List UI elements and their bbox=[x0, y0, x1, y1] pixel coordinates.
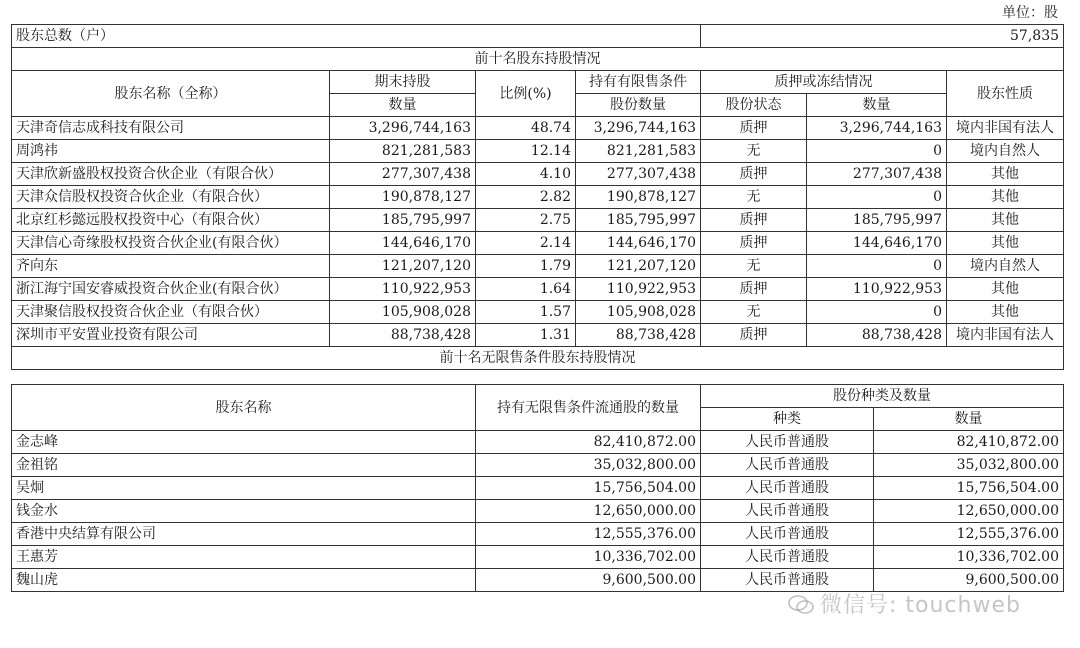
share-qty: 9,600,500.00 bbox=[874, 569, 1064, 592]
share-ratio: 1.57 bbox=[476, 301, 576, 324]
shares-held: 821,281,583 bbox=[330, 140, 476, 163]
share-type: 人民币普通股 bbox=[701, 569, 874, 592]
share-qty: 82,410,872.00 bbox=[874, 431, 1064, 454]
header-qty-line2: 数量 bbox=[330, 94, 476, 117]
shareholder-name: 齐向东 bbox=[12, 255, 330, 278]
table-row bbox=[12, 324, 1064, 347]
pledge-status: 质押 bbox=[701, 324, 807, 347]
table-row bbox=[12, 454, 1064, 477]
pledge-status: 无 bbox=[701, 186, 807, 209]
header-name: 股东名称（全称） bbox=[12, 71, 330, 117]
header-pledge-qty: 数量 bbox=[807, 94, 947, 117]
pledge-quantity: 277,307,438 bbox=[807, 163, 947, 186]
header-pledge: 质押或冻结情况 bbox=[701, 71, 947, 94]
table-row bbox=[12, 209, 1064, 232]
pledge-status: 质押 bbox=[701, 117, 807, 140]
table-row bbox=[12, 163, 1064, 186]
unrestricted-qty: 15,756,504.00 bbox=[476, 477, 701, 500]
unrestricted-qty: 12,650,000.00 bbox=[476, 500, 701, 523]
pledge-status: 质押 bbox=[701, 278, 807, 301]
restricted-shares: 3,296,744,163 bbox=[576, 117, 701, 140]
pledge-status: 质押 bbox=[701, 209, 807, 232]
shares-held: 3,296,744,163 bbox=[330, 117, 476, 140]
pledge-quantity: 3,296,744,163 bbox=[807, 117, 947, 140]
share-type: 人民币普通股 bbox=[701, 523, 874, 546]
u-header-qty: 持有无限售条件流通股的数量 bbox=[476, 385, 701, 431]
unrestricted-qty: 9,600,500.00 bbox=[476, 569, 701, 592]
table-row bbox=[12, 117, 1064, 140]
pledge-quantity: 110,922,953 bbox=[807, 278, 947, 301]
unrestricted-qty: 82,410,872.00 bbox=[476, 431, 701, 454]
shareholder-name: 浙江海宁国安睿威投资合伙企业(有限合伙） bbox=[12, 278, 330, 301]
shareholder-name: 天津聚信股权投资合伙企业（有限合伙） bbox=[12, 301, 330, 324]
pledge-status: 质押 bbox=[701, 163, 807, 186]
unrestricted-qty: 12,555,376.00 bbox=[476, 523, 701, 546]
shareholder-nature: 其他 bbox=[947, 209, 1064, 232]
restricted-shares: 821,281,583 bbox=[576, 140, 701, 163]
share-qty: 12,555,376.00 bbox=[874, 523, 1064, 546]
pledge-status: 无 bbox=[701, 301, 807, 324]
pledge-status: 无 bbox=[701, 140, 807, 163]
restricted-shares: 144,646,170 bbox=[576, 232, 701, 255]
table-row bbox=[12, 186, 1064, 209]
table-row bbox=[12, 431, 1064, 454]
pledge-status: 无 bbox=[701, 255, 807, 278]
shares-held: 185,795,997 bbox=[330, 209, 476, 232]
shares-held: 277,307,438 bbox=[330, 163, 476, 186]
pledge-quantity: 185,795,997 bbox=[807, 209, 947, 232]
total-label: 股东总数（户） bbox=[12, 25, 701, 48]
share-ratio: 1.31 bbox=[476, 324, 576, 347]
shareholder-name: 金祖铭 bbox=[12, 454, 476, 477]
shares-held: 121,207,120 bbox=[330, 255, 476, 278]
shares-held: 144,646,170 bbox=[330, 232, 476, 255]
shareholder-name: 北京红杉懿远股权投资中心（有限合伙） bbox=[12, 209, 330, 232]
share-qty: 15,756,504.00 bbox=[874, 477, 1064, 500]
u-header-qty2: 数量 bbox=[874, 408, 1064, 431]
shares-held: 190,878,127 bbox=[330, 186, 476, 209]
total-value: 57,835 bbox=[701, 25, 1064, 48]
share-ratio: 2.75 bbox=[476, 209, 576, 232]
share-ratio: 2.82 bbox=[476, 186, 576, 209]
unrestricted-qty: 35,032,800.00 bbox=[476, 454, 701, 477]
restricted-shares: 190,878,127 bbox=[576, 186, 701, 209]
share-ratio: 1.64 bbox=[476, 278, 576, 301]
share-qty: 10,336,702.00 bbox=[874, 546, 1064, 569]
header-ratio: 比例(%) bbox=[476, 71, 576, 117]
u-header-type-group: 股份种类及数量 bbox=[701, 385, 1064, 408]
shareholder-nature: 其他 bbox=[947, 232, 1064, 255]
pledge-quantity: 0 bbox=[807, 301, 947, 324]
restricted-shares: 110,922,953 bbox=[576, 278, 701, 301]
shareholder-name: 天津众信股权投资合伙企业（有限合伙） bbox=[12, 186, 330, 209]
pledge-status: 质押 bbox=[701, 232, 807, 255]
header-qty-line1: 期末持股 bbox=[330, 71, 476, 94]
restricted-shares: 185,795,997 bbox=[576, 209, 701, 232]
shareholder-nature: 境内非国有法人 bbox=[947, 117, 1064, 140]
shareholder-nature: 境内自然人 bbox=[947, 255, 1064, 278]
share-ratio: 12.14 bbox=[476, 140, 576, 163]
wechat-icon bbox=[788, 595, 814, 615]
table-row bbox=[12, 523, 1064, 546]
top10-title: 前十名股东持股情况 bbox=[12, 48, 1064, 71]
table-row bbox=[12, 500, 1064, 523]
shareholder-name: 周鸿祎 bbox=[12, 140, 330, 163]
share-type: 人民币普通股 bbox=[701, 431, 874, 454]
unrestricted-title: 前十名无限售条件股东持股情况 bbox=[12, 347, 1064, 370]
table-row bbox=[12, 255, 1064, 278]
share-ratio: 2.14 bbox=[476, 232, 576, 255]
share-type: 人民币普通股 bbox=[701, 546, 874, 569]
restricted-shares: 277,307,438 bbox=[576, 163, 701, 186]
pledge-quantity: 88,738,428 bbox=[807, 324, 947, 347]
shareholder-name: 魏山虎 bbox=[12, 569, 476, 592]
shareholder-name: 天津欣新盛股权投资合伙企业（有限合伙） bbox=[12, 163, 330, 186]
share-ratio: 1.79 bbox=[476, 255, 576, 278]
shareholder-name: 王惠芳 bbox=[12, 546, 476, 569]
table-row bbox=[12, 301, 1064, 324]
u-header-type: 种类 bbox=[701, 408, 874, 431]
shareholder-nature: 其他 bbox=[947, 301, 1064, 324]
table-row bbox=[12, 546, 1064, 569]
shareholder-nature: 境内非国有法人 bbox=[947, 324, 1064, 347]
unrestricted-qty: 10,336,702.00 bbox=[476, 546, 701, 569]
restricted-shares: 105,908,028 bbox=[576, 301, 701, 324]
unit-label: 单位：股 bbox=[1002, 5, 1058, 21]
header-restricted-line2: 股份数量 bbox=[576, 94, 701, 117]
share-type: 人民币普通股 bbox=[701, 477, 874, 500]
unrestricted-shareholders-table bbox=[11, 384, 1064, 592]
watermark-text: 微信号: touchweb bbox=[820, 593, 1021, 618]
shareholder-nature: 其他 bbox=[947, 163, 1064, 186]
shareholder-name: 天津奇信志成科技有限公司 bbox=[12, 117, 330, 140]
pledge-quantity: 0 bbox=[807, 186, 947, 209]
shareholder-name: 深圳市平安置业投资有限公司 bbox=[12, 324, 330, 347]
shareholder-name: 香港中央结算有限公司 bbox=[12, 523, 476, 546]
share-type: 人民币普通股 bbox=[701, 454, 874, 477]
share-qty: 35,032,800.00 bbox=[874, 454, 1064, 477]
header-pledge-status: 股份状态 bbox=[701, 94, 807, 117]
pledge-quantity: 0 bbox=[807, 255, 947, 278]
shares-held: 110,922,953 bbox=[330, 278, 476, 301]
shares-held: 88,738,428 bbox=[330, 324, 476, 347]
shareholder-name: 金志峰 bbox=[12, 431, 476, 454]
top10-shareholders-table bbox=[11, 24, 1064, 370]
restricted-shares: 88,738,428 bbox=[576, 324, 701, 347]
shareholder-name: 吴炯 bbox=[12, 477, 476, 500]
watermark bbox=[788, 588, 1021, 619]
header-nature: 股东性质 bbox=[947, 71, 1064, 117]
table-row bbox=[12, 140, 1064, 163]
share-ratio: 48.74 bbox=[476, 117, 576, 140]
table-row bbox=[12, 477, 1064, 500]
shareholder-name: 天津信心奇缘股权投资合伙企业(有限合伙） bbox=[12, 232, 330, 255]
shareholder-nature: 境内自然人 bbox=[947, 140, 1064, 163]
pledge-quantity: 144,646,170 bbox=[807, 232, 947, 255]
shares-held: 105,908,028 bbox=[330, 301, 476, 324]
u-header-name: 股东名称 bbox=[12, 385, 476, 431]
shareholder-nature: 其他 bbox=[947, 186, 1064, 209]
restricted-shares: 121,207,120 bbox=[576, 255, 701, 278]
table-row bbox=[12, 278, 1064, 301]
share-qty: 12,650,000.00 bbox=[874, 500, 1064, 523]
shareholder-name: 钱金水 bbox=[12, 500, 476, 523]
share-type: 人民币普通股 bbox=[701, 500, 874, 523]
share-ratio: 4.10 bbox=[476, 163, 576, 186]
header-restricted-line1: 持有有限售条件 bbox=[576, 71, 701, 94]
pledge-quantity: 0 bbox=[807, 140, 947, 163]
shareholder-nature: 其他 bbox=[947, 278, 1064, 301]
table-row bbox=[12, 232, 1064, 255]
total-shareholders-row bbox=[12, 25, 1064, 48]
